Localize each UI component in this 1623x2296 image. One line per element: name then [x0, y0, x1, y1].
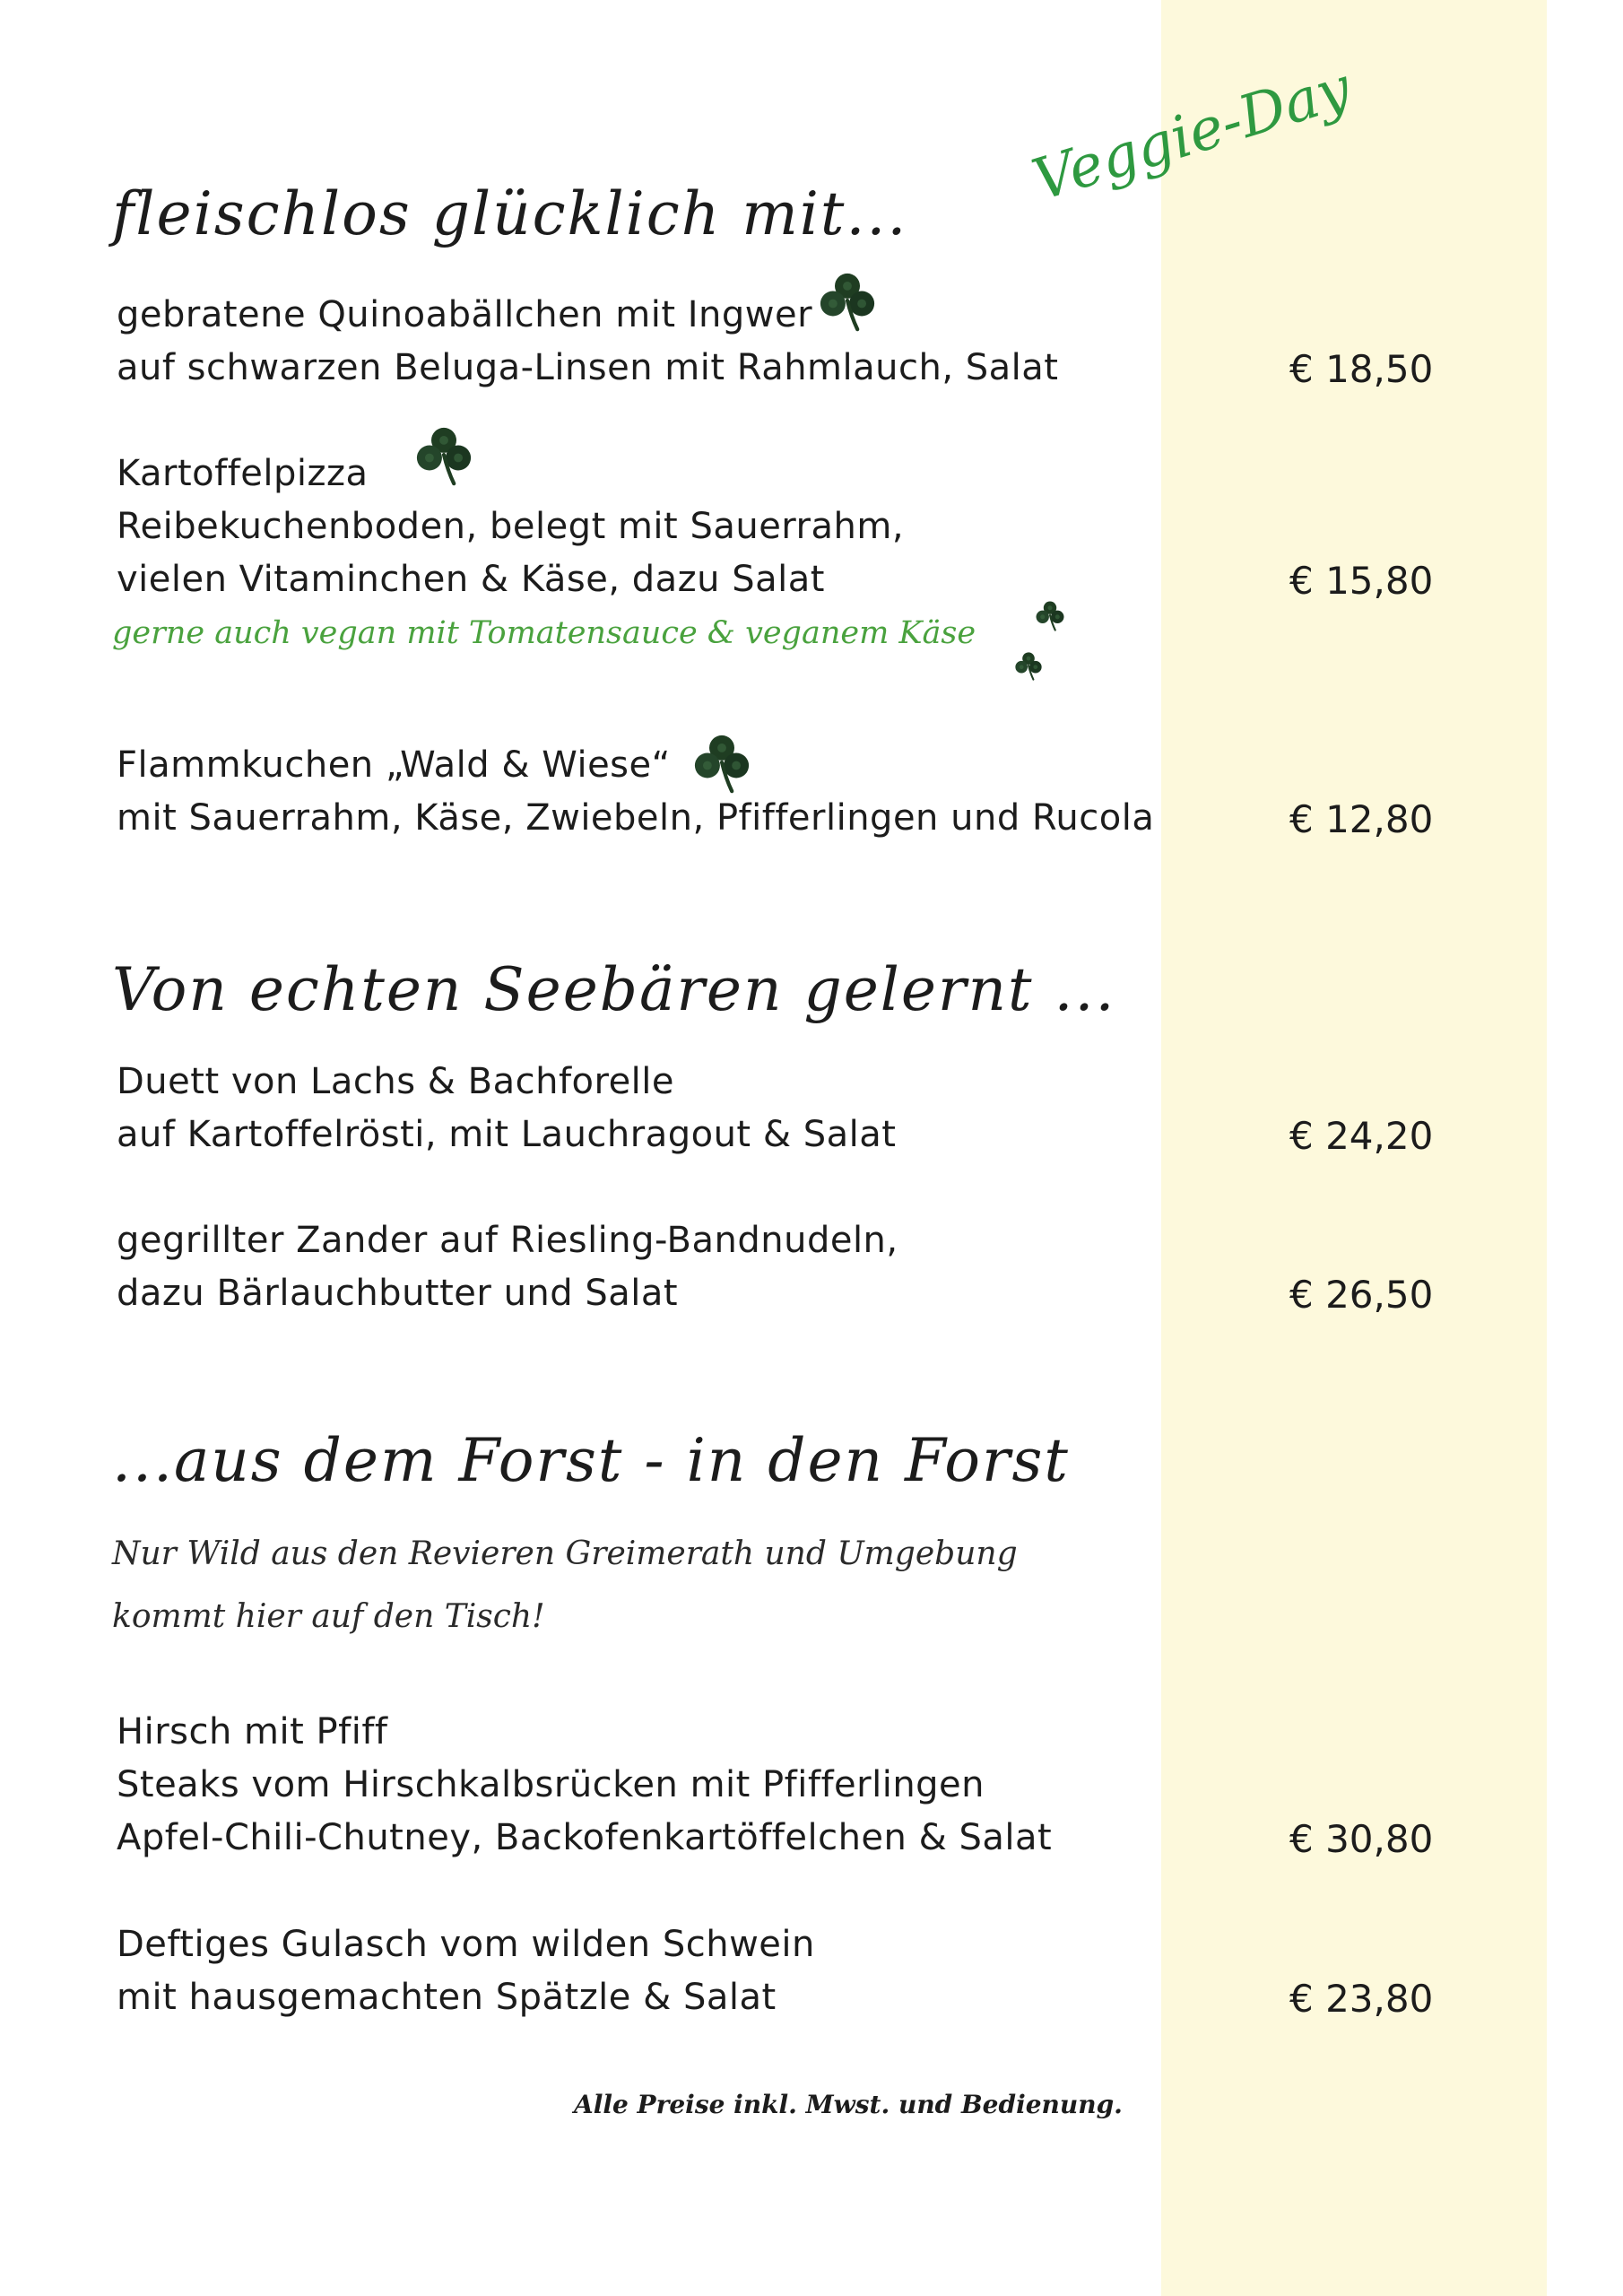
dish-kartoffelpizza-price: € 15,80	[1289, 559, 1434, 603]
dish-hirsch-line-2: Steaks vom Hirschkalbsrücken mit Pfifferlingen	[117, 1764, 985, 1805]
clover-icon	[816, 269, 879, 332]
game-intro-line-2: kommt hier auf den Tisch!	[112, 1598, 545, 1635]
dish-gulasch-title: Deftiges Gulasch vom wilden Schwein	[117, 1924, 815, 1965]
dish-kartoffelpizza-title: Kartoffelpizza	[117, 453, 369, 494]
dish-kartoffelpizza-line-2: Reibekuchenboden, belegt mit Sauerrahm,	[117, 506, 905, 547]
section-heading-vegetarian: fleischlos glücklich mit...	[112, 179, 908, 248]
dish-lachs-description: auf Kartoffelrösti, mit Lauchragout & Salat	[117, 1114, 897, 1155]
dish-flammkuchen-description: mit Sauerrahm, Käse, Zwiebeln, Pfifferlingen und Rucola	[117, 797, 1155, 839]
dish-gulasch-description: mit hausgemachten Spätzle & Salat	[117, 1977, 777, 2018]
section-heading-fish: Von echten Seebären gelernt ...	[112, 955, 1116, 1024]
clover-icon	[690, 731, 753, 794]
dish-kartoffelpizza-line-3: vielen Vitaminchen & Käse, dazu Salat	[117, 559, 825, 600]
game-intro-line-1: Nur Wild aus den Revieren Greimerath und Umgebung	[112, 1535, 1018, 1572]
dish-hirsch-price: € 30,80	[1289, 1817, 1434, 1861]
price-footnote: Alle Preise inkl. Mwst. und Bedienung.	[574, 2090, 1123, 2119]
dish-zander-description: dazu Bärlauchbutter und Salat	[117, 1273, 679, 1314]
section-heading-game: ...aus dem Forst - in den Forst	[112, 1426, 1070, 1495]
veggie-day-label: Veggie-Day	[1025, 55, 1358, 215]
dish-flammkuchen-title: Flammkuchen „Wald & Wiese“	[117, 744, 671, 786]
dish-flammkuchen-price: € 12,80	[1289, 797, 1434, 841]
dish-hirsch-title: Hirsch mit Pfiff	[117, 1711, 388, 1752]
dish-hirsch-line-3: Apfel-Chili-Chutney, Backofenkartöffelchen & Salat	[117, 1817, 1053, 1858]
dish-gulasch-price: € 23,80	[1289, 1977, 1434, 2021]
clover-icon	[412, 423, 475, 486]
dish-quinoa-description: auf schwarzen Beluga-Linsen mit Rahmlauch, Salat	[117, 347, 1059, 388]
dish-lachs-title: Duett von Lachs & Bachforelle	[117, 1061, 675, 1102]
dish-zander-title: gegrillter Zander auf Riesling-Bandnudeln,	[117, 1220, 898, 1261]
clover-icon	[1013, 650, 1044, 681]
dish-quinoa-title: gebratene Quinoabällchen mit Ingwer	[117, 294, 813, 335]
dish-kartoffelpizza-vegan-note: gerne auch vegan mit Tomatensauce & veganem Käse	[112, 615, 976, 651]
dish-lachs-price: € 24,20	[1289, 1114, 1434, 1158]
clover-icon	[1034, 599, 1066, 631]
dish-zander-price: € 26,50	[1289, 1273, 1434, 1317]
dish-quinoa-price: € 18,50	[1289, 347, 1434, 391]
